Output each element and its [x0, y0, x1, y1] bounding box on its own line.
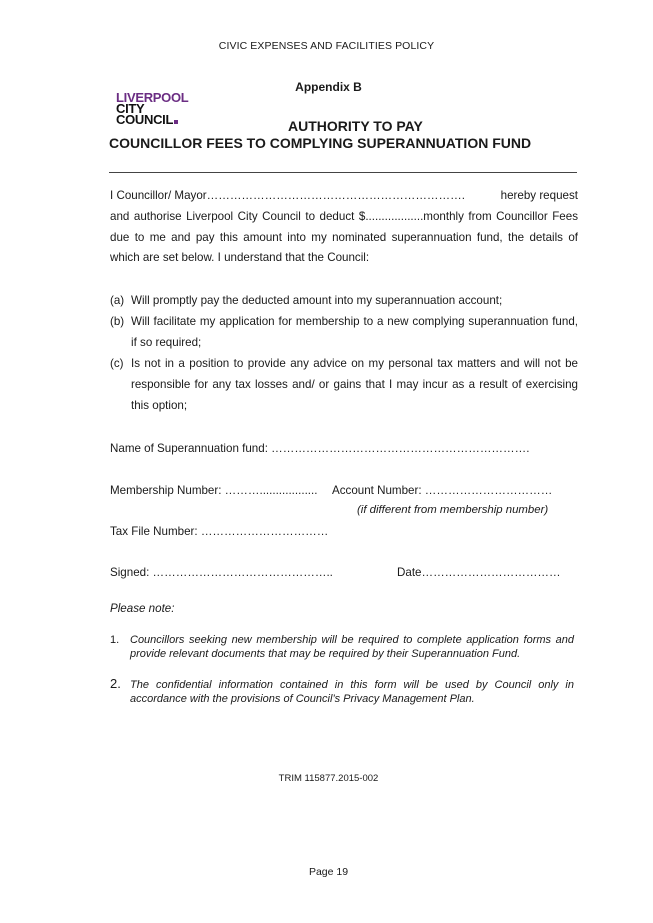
condition-label: (b) [110, 315, 125, 328]
intro-request-text: hereby request [500, 189, 578, 202]
logo-line-2: CITY [116, 101, 145, 116]
condition-item-a [110, 291, 578, 312]
document-header: CIVIC EXPENSES AND FACILITIES POLICY [218, 40, 435, 52]
logo-line-3 [116, 114, 188, 125]
appendix-label: Appendix B [295, 80, 362, 94]
membership-number-field[interactable]: Membership Number: ……….................. [110, 484, 318, 497]
logo-dot-icon [174, 120, 178, 124]
trim-reference: TRIM 115877.2015-002 [278, 773, 379, 784]
logo-line-3-text: COUNCIL [116, 112, 174, 127]
condition-label: (a) [110, 294, 125, 307]
note-text: Councillors seeking new membership will be required to complete application forms and provide relevant documents that may be required by their Superannuation Fund. [130, 634, 574, 660]
account-number-field[interactable]: Account Number: …………………………… [332, 484, 553, 497]
condition-text: Will promptly pay the deducted amount into my superannuation account; [131, 294, 503, 307]
tax-file-number-field[interactable]: Tax File Number: …………………………… [110, 525, 329, 538]
liverpool-council-logo [116, 92, 188, 125]
condition-text: Will facilitate my application for membership to a new complying superannuation fund, if so required; [131, 315, 578, 349]
account-number-note: (if different from membership number) [357, 504, 549, 516]
condition-item-c [110, 354, 578, 416]
page-number: Page 19 [308, 866, 349, 878]
title-divider [109, 172, 577, 173]
logo-line-1: LIVERPOOL [116, 90, 189, 105]
intro-first-line [110, 186, 578, 207]
fund-name-field[interactable]: Name of Superannuation fund: …………………………………………………………. [110, 442, 530, 455]
note-text: The confidential information contained in this form will be used by Council only in accordance with the provisions of Council’s Privacy Management Plan. [130, 679, 574, 705]
intro-councillor-blank: I Councillor/ Mayor…………………………………………………………. [110, 189, 465, 202]
condition-text: Is not in a position to provide any advice on my personal tax matters and will not be responsible for any tax losses and/ or gains that I may incur as a result of exercising this option; [131, 357, 578, 412]
please-note-heading: Please note: [110, 602, 175, 615]
condition-label: (c) [110, 357, 124, 370]
condition-item-b [110, 312, 578, 354]
note-number: 1. [110, 634, 120, 646]
date-field[interactable]: Date……………………………… [397, 566, 561, 579]
signature-field[interactable]: Signed: ……………………………………….. [110, 566, 333, 579]
note-item-1 [110, 633, 574, 661]
form-title-line-1: AUTHORITY TO PAY [288, 118, 423, 134]
intro-body: and authorise Liverpool City Council to deduct $..................monthly from Councillor Fees due to me and pay this amount into my nominated superannuation fund, the details of which are set below. I understand that the Council: [110, 209, 578, 265]
intro-paragraph [110, 186, 578, 269]
note-number: 2. [110, 676, 121, 691]
form-title-line-2: COUNCILLOR FEES TO COMPLYING SUPERANNUATION FUND [109, 135, 532, 151]
note-item-2 [110, 678, 574, 706]
